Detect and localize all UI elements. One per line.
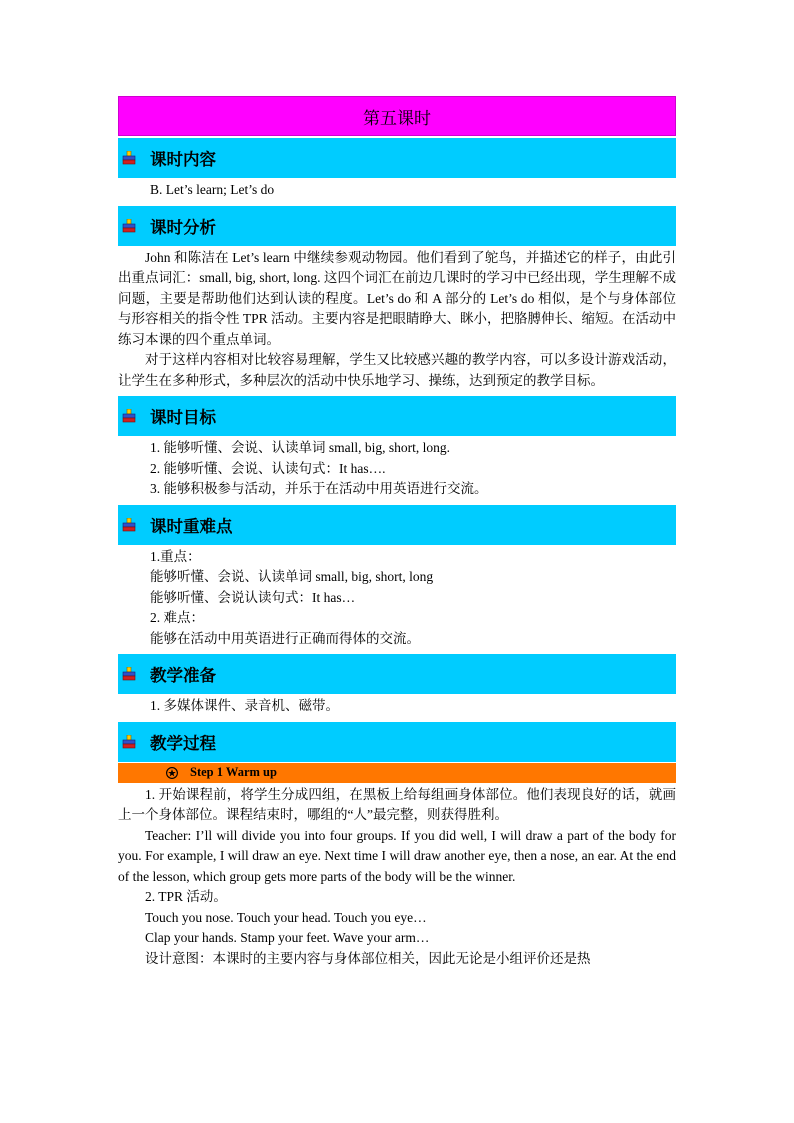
book-stack-icon — [122, 667, 136, 681]
step-label: Step 1 Warm up — [190, 765, 277, 779]
process-paragraph: Clap your hands. Stamp your feet. Wave your arm… — [145, 930, 430, 945]
book-stack-icon — [122, 409, 136, 423]
section-body-process — [118, 783, 676, 973]
step-heading — [118, 763, 676, 783]
goal-item: 2. 能够听懂、会说、认读句式：It has…. — [150, 460, 386, 476]
analysis-paragraph: 对于这样内容相对比较容易理解，学生又比较感兴趣的教学内容，可以多设计游戏活动，让学生在多种形式，多种层次的活动中快乐地学习、操练，达到预定的教学目标。 — [118, 352, 676, 388]
section-heading-analysis — [118, 206, 676, 246]
section-heading-goals — [118, 396, 676, 436]
process-paragraph: 1. 开始课程前，将学生分成四组，在黑板上给每组画身体部位。他们表现良好的话，就画上一个身体部位。课程结束时，哪组的“人”最完整，则获得胜利。 — [118, 786, 676, 822]
section-heading-label: 课时目标 — [150, 408, 216, 427]
section-heading-label: 课时重难点 — [150, 516, 233, 536]
section-heading-label: 教学准备 — [150, 666, 216, 685]
section-heading-content — [118, 138, 676, 178]
preparation-item: 1. 多媒体课件、录音机、磁带。 — [150, 698, 339, 713]
section-body-preparation — [118, 694, 676, 720]
key-point-line: 2. 难点： — [150, 610, 204, 625]
key-point-line: 能够听懂、会说、认读单词 small, big, short, long — [150, 569, 434, 584]
section-heading-label: 课时内容 — [150, 150, 216, 169]
key-point-line: 能够在活动中用英语进行正确而得体的交流。 — [150, 630, 420, 646]
book-stack-icon — [122, 151, 136, 165]
goal-item: 1. 能够听懂、会说、认读单词 small, big, short, long. — [150, 440, 450, 455]
book-stack-icon — [122, 518, 136, 532]
section-body-content — [118, 178, 676, 204]
analysis-paragraph: John 和陈洁在 Let’s learn 中继续参观动物园。他们看到了鸵鸟，并描述它的样子，由此引出重点词汇：small, big, short, long. 这四个词汇在前边几课时的学习中已经出现，学生理解不成问题，主要是帮助他们达到认读的程度。Let’s do 和 A 部分的 Let’s do 相似，是个与身体部位与形容相关的指令性 TPR 活动。主要内容是把眼睛睁大、眯小，把胳膊伸长、缩短。在活动中练习本课的四个重点单词。 — [118, 249, 677, 347]
goal-item: 3. 能够积极参与活动，并乐于在活动中用英语进行交流。 — [150, 481, 488, 496]
key-point-line: 能够听懂、会说认读句式：It has… — [150, 589, 356, 605]
key-point-line: 1.重点： — [150, 548, 201, 564]
process-paragraph: Touch you nose. Touch your head. Touch you eye… — [145, 909, 427, 925]
section-heading-key-points — [118, 505, 676, 545]
page-title: 第五课时 — [118, 96, 676, 136]
section-heading-process — [118, 722, 676, 762]
section-heading-label: 课时分析 — [150, 217, 216, 237]
section-heading-preparation — [118, 654, 676, 694]
star-badge-icon — [166, 767, 178, 779]
process-paragraph: 2. TPR 活动。 — [145, 889, 227, 904]
section-body-key-points — [118, 545, 676, 653]
book-stack-icon — [122, 735, 136, 749]
process-paragraph: Teacher: I’ll will divide you into four groups. If you did well, I will draw a part of the body for you. For example, I will draw an eye. Next time I will draw another eye, then a nose, an ear. At the end of the lesson, which group gets more parts of the body will be the winner. — [118, 827, 676, 884]
content-line: B. Let’s learn; Let’s do — [150, 182, 275, 197]
section-body-goals — [118, 436, 676, 503]
book-stack-icon — [122, 219, 136, 233]
document — [118, 96, 676, 972]
process-paragraph: 设计意图：本课时的主要内容与身体部位相关，因此无论是小组评价还是热 — [145, 950, 591, 966]
section-body-analysis — [118, 246, 676, 395]
section-heading-label: 教学过程 — [150, 733, 216, 753]
